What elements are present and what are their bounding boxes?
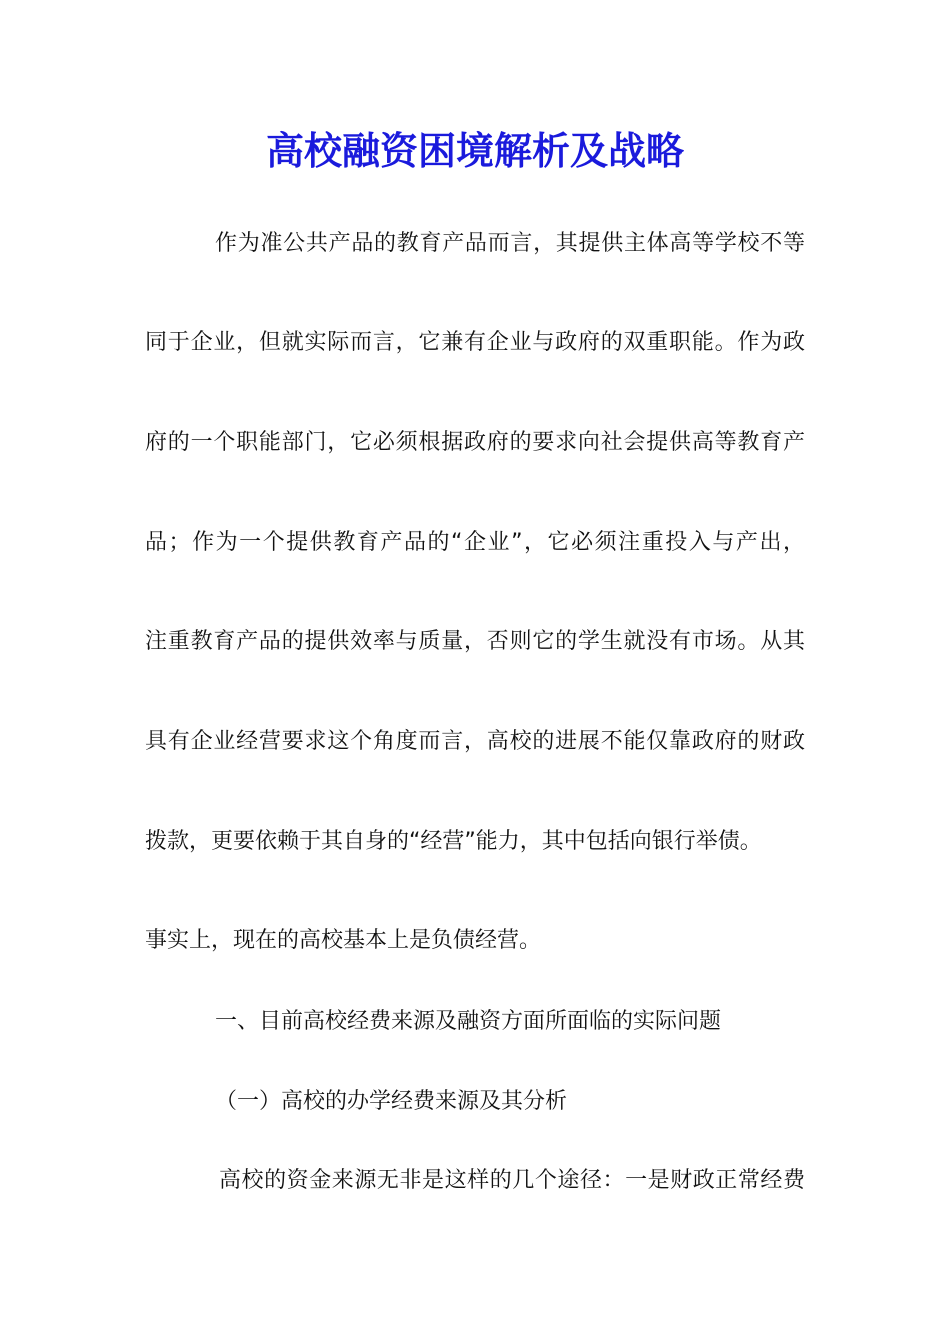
document-title: 高校融资困境解析及战略 xyxy=(265,128,684,173)
paragraph-line: 品；作为一个提供教育产品的“企业”，它必须注重投入与产出， xyxy=(145,530,805,555)
paragraph-line: 府的一个职能部门，它必须根据政府的要求向社会提供高等教育产 xyxy=(145,430,805,455)
paragraph-line: 同于企业，但就实际而言，它兼有企业与政府的双重职能。作为政 xyxy=(145,330,805,355)
subsection-heading: （一）高校的办学经费来源及其分析 xyxy=(215,1089,568,1114)
paragraph-line: 具有企业经营要求这个角度而言，高校的进展不能仅靠政府的财政 xyxy=(145,729,805,754)
paragraph-line: 拨款，更要依赖于其自身的“经营”能力，其中包括向银行举债。 xyxy=(145,829,762,854)
paragraph-line: 作为准公共产品的教育产品而言，其提供主体高等学校不等 xyxy=(215,231,805,256)
section-heading: 一、目前高校经费来源及融资方面所面临的实际问题 xyxy=(215,1009,722,1034)
paragraph-line: 高校的资金来源无非是这样的几个途径：一是财政正常经费 xyxy=(219,1168,805,1193)
paragraph-line: 注重教育产品的提供效率与质量，否则它的学生就没有市场。从其 xyxy=(145,629,805,654)
paragraph-line: 事实上，现在的高校基本上是负债经营。 xyxy=(145,928,542,953)
